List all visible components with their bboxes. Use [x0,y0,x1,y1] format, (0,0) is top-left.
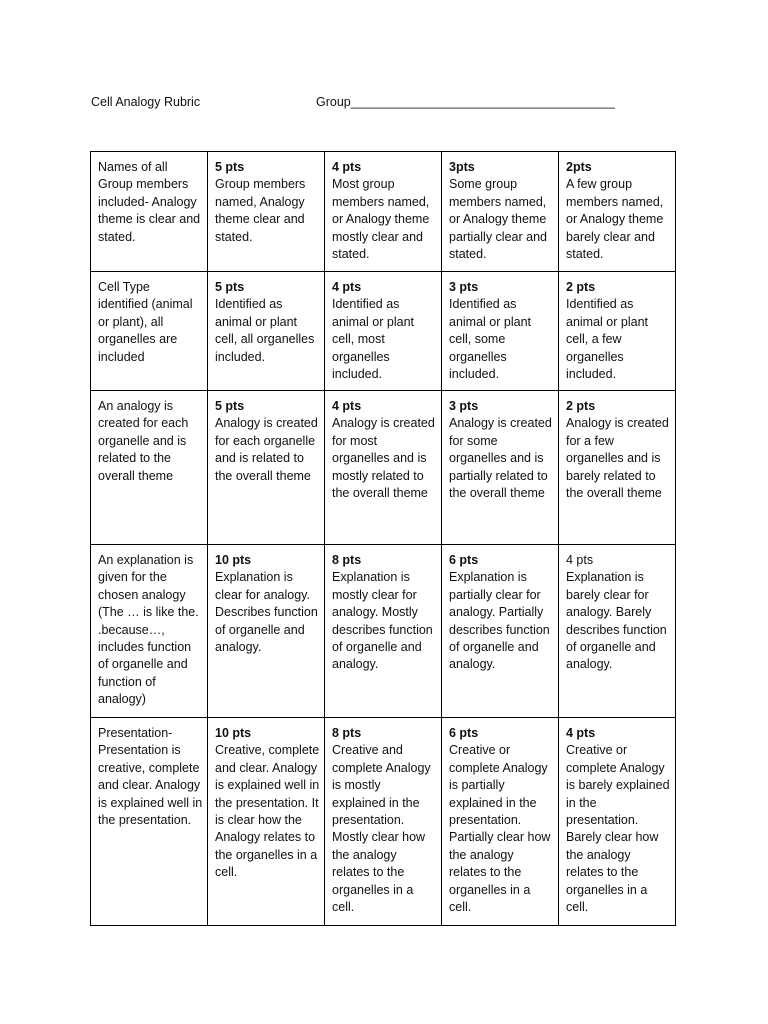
points-label: 4 pts [566,726,596,740]
rubric-row [91,718,676,926]
score-cell [208,272,325,391]
criterion-cell [91,391,208,545]
score-description: Identified as animal or plant cell, all organelles included. [215,297,315,364]
points-label: 4 pts [332,160,362,174]
score-description: Creative, complete and clear. Analogy is explained well in the presentation. It is clear how the Analogy relates to the organelles in a cell. [215,743,320,880]
score-description: Analogy is created for some organelles and is partially related to the overall theme [449,416,552,501]
score-cell [442,152,559,272]
score-cell [325,391,442,545]
rubric-row [91,545,676,718]
points-label: 3 pts [449,399,479,413]
score-cell [325,718,442,926]
points-label: 2pts [566,160,592,174]
rubric-table-body [91,152,676,926]
points-label: 10 pts [215,553,252,567]
criterion-text: Cell Type identified (animal or plant), all organelles are included [98,280,193,364]
points-label: 2 pts [566,280,596,294]
score-description: Identified as animal or plant cell, a few organelles included. [566,297,648,382]
score-description: Identified as animal or plant cell, some organelles included. [449,297,531,382]
score-description: Analogy is created for a few organelles and is barely related to the overall theme [566,416,669,501]
points-label: 6 pts [449,553,479,567]
points-label: 5 pts [215,280,245,294]
score-description: Explanation is clear for analogy. Describes function of organelle and analogy. [215,570,318,655]
score-cell [559,272,676,391]
points-label: 4 pts [566,553,594,567]
score-description: Identified as animal or plant cell, most organelles included. [332,297,414,382]
score-description: Analogy is created for each organelle and is related to the overall theme [215,416,318,483]
criterion-text: An explanation is given for the chosen analogy (The … is like the. .because…, includes function of organelle and function of analogy) [98,553,199,707]
rubric-row [91,272,676,391]
points-label: 3 pts [449,280,479,294]
criterion-cell [91,272,208,391]
score-description: A few group members named, or Analogy theme barely clear and stated. [566,177,664,262]
score-cell [208,391,325,545]
score-description: Most group members named, or Analogy theme mostly clear and stated. [332,177,430,262]
score-description: Creative or complete Analogy is partially explained in the presentation. Partially clear how the analogy relates to the organelles in a cell. [449,743,551,915]
score-description: Analogy is created for most organelles and is mostly related to the overall theme [332,416,435,501]
score-description: Explanation is partially clear for analogy. Partially describes function of organelle and analogy. [449,570,550,672]
criterion-cell [91,545,208,718]
score-description: Explanation is mostly clear for analogy. Mostly describes function of organelle and analogy. [332,570,433,672]
criterion-cell [91,718,208,926]
score-cell [208,545,325,718]
score-description: Explanation is barely clear for analogy. Barely describes function of organelle and analogy. [566,570,667,672]
criterion-text: Presentation- Presentation is creative, complete and clear. Analogy is explained well in the presentation. [98,726,203,828]
score-cell [325,152,442,272]
page-title: Cell Analogy Rubric [91,95,201,109]
score-cell [559,718,676,926]
criterion-cell [91,152,208,272]
points-label: 5 pts [215,160,245,174]
score-cell [559,152,676,272]
score-cell [442,545,559,718]
criterion-text: An analogy is created for each organelle and is related to the overall theme [98,399,189,483]
points-label: 8 pts [332,553,362,567]
score-cell [325,545,442,718]
points-label: 5 pts [215,399,245,413]
score-cell [325,272,442,391]
score-description: Some group members named, or Analogy theme partially clear and stated. [449,177,547,262]
points-label: 4 pts [332,280,362,294]
points-label: 3pts [449,160,475,174]
points-label: 6 pts [449,726,479,740]
points-label: 10 pts [215,726,252,740]
score-cell [442,272,559,391]
criterion-text: Names of all Group members included- Analogy theme is clear and stated. [98,160,201,244]
rubric-row [91,391,676,545]
rubric-row [91,152,676,272]
score-description: Group members named, Analogy theme clear and stated. [215,177,306,244]
points-label: 4 pts [332,399,362,413]
score-cell [559,545,676,718]
points-label: 8 pts [332,726,362,740]
score-cell [442,391,559,545]
score-cell [208,718,325,926]
rubric-table [90,151,676,926]
score-cell [208,152,325,272]
group-name-field: Group______________________________________ [316,95,615,109]
score-cell [442,718,559,926]
score-description: Creative and complete Analogy is mostly explained in the presentation. Mostly clear how the analogy relates to the organelles in a cell. [332,743,431,915]
score-cell [559,391,676,545]
points-label: 2 pts [566,399,596,413]
score-description: Creative or complete Analogy is barely explained in the presentation. Barely clear how the analogy relates to the organelles in a cell. [566,743,670,915]
